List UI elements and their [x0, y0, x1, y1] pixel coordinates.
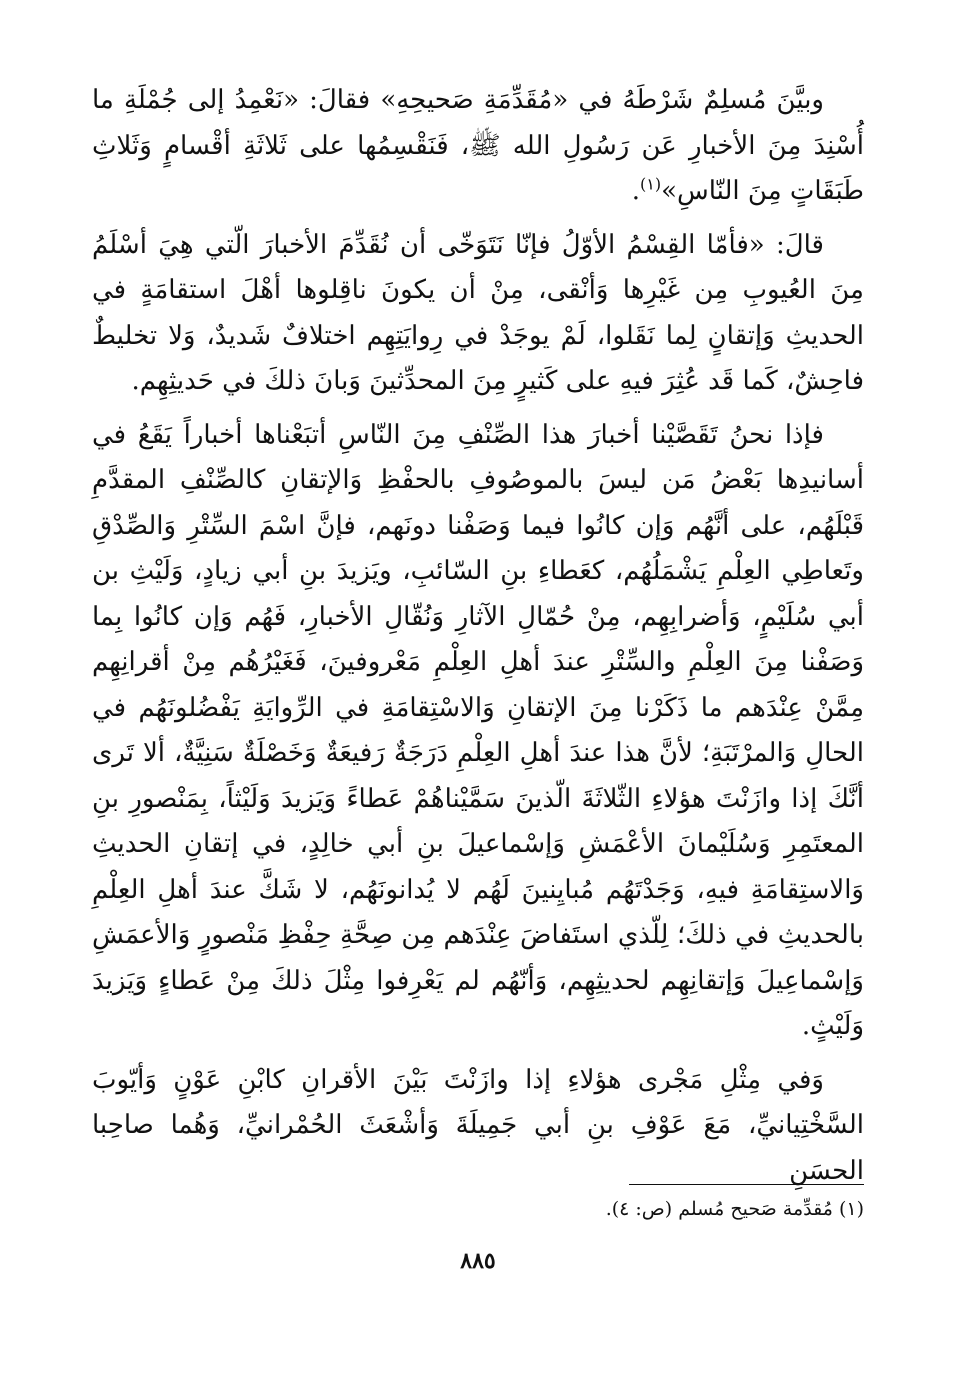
paragraph-3: فإذا نحنُ تَقَصَّيْنا أخبارَ هذا الصِّنْفِ مِنَ النّاسِ أتبَعْناها أخباراً يَقَعُ في أسانيدِها بَعْضُ مَن ليسَ بالموصُوفِ بالحفْظِ وَالإتقانِ كالصِّنْفِ المقدَّمِ قَبْلَهُم، على أنَّهُم وَإن كانُوا فيما وَصَفْنا دونَهم، فإنَّ اسْمَ السِّتْرِ وَالصِّدْقِ وتَعاطِي العِلْمِ يَشْمَلُهُم، كعَطاءِ بنِ السّائبِ، ويَزيدَ بنِ أبي زيادٍ، وَلَيْثِ بن أبي سُلَيْمٍ، وَأضرابِهِم، مِنْ حُمّالِ الآثارِ وَنُقّالِ الأخبارِ، فَهُم وَإن كانُوا بِما وَصَفْنا مِنَ العِلْمِ والسِّتْرِ عندَ أهلِ العِلْمِ مَعْروفينَ، فَغَيْرُهُم مِنْ أقرانِهِم مِمَّنْ عِنْدَهم ما ذَكَرْنا مِنَ الإتقانِ وَالاسْتِقامَةِ في الرِّوايَةِ يَفْضُلونَهُم في الحالِ وَالمرْتَبَةِ؛ لأنَّ هذا عندَ أهلِ العِلْمِ دَرَجَةٌ رَفيعَةٌ وَخَصْلَةٌ سَنِيَّةٌ، ألا تَرى أنَّكَ إذا وازَنْتَ هؤلاءِ الثّلاثَةَ الّذينَ سَمَّيْناهُمْ عَطاءً وَيَزيدَ وَلَيْثاً، بِمَنْصورِ بنِ المعتَمِرِ وَسُلَيْمانَ الأعْمَشِ وَإسْماعيلَ بنِ أبي خالِدٍ، في إتقانِ الحديثِ وَالاستِقامَةِ فيهِ، وَجَدْتَهُم مُبايِنينَ لَهُم لا يُدانونَهُم، لا شَكَّ عندَ أهلِ العِلْمِ بالحديثِ في ذلكَ؛ لِلّذي استَفاضَ عِنْدَهم مِن صِحَّةِ حِفْظِ مَنْصورٍ وَالأعمَشِ وَإسْماعِيلَ وَإتقانِهِم لحديثِهِم، وَأنّهُم لم يَعْرِفوا مِثْلَ ذلكَ مِنْ عَطاءٍ وَيَزيدَ وَلَيْثٍ.	[92, 419, 864, 1041]
paragraph-text: وبيَّنَ مُسلِمٌ شَرْطَهُ في «مُقَدِّمَةِ صَحيحِهِ» فقالَ: «نَعْمِدُ إلى جُمْلَةِ ما أُسْنِدَ مِنَ الأخبارِ عَن رَسُولِ الله ﷺ، فَنَقْسِمُها على ثَلاثَةِ أقْسامٍ وَثَلاثِ طَبَقَاتٍ مِنَ النّاسِ»	[92, 85, 864, 206]
paragraph-2: قالَ: «فأمّا القِسْمُ الأوّلُ فإنّا نَتَوَخّى أن نُقَدِّمَ الأخبارَ الّتي هِيَ أسْلَمُ مِنَ العُيوبِ مِن غَيْرِها وَأنْقى، مِنْ أن يكونَ ناقِلوها أهْلَ استقامَةٍ في الحديثِ وَإتقانٍ لِما نَقَلوا، لَمْ يوجَدْ في رِوايَتِهِم اختلافٌ شَديدٌ، وَلا تخليطٌ فاحِشٌ، كَما قَد عُثِرَ فيهِ على كَثيرٍ مِنَ المحدِّثينَ وَبانَ ذلكَ في حَديثِهِم.	[92, 229, 864, 396]
footnote-number: (١)	[838, 1198, 864, 1220]
paragraph-4: وَفي مِثْلِ مَجْرى هؤلاءِ إذا وازَنْتَ بَيْنَ الأقرانِ كابْنِ عَوْنٍ وَأيّوبَ السَّخْتِيانيِّ، مَعَ عَوْفِ بنِ أبي جَمِيلَةَ وَأشْعَثَ الحُمْرانيِّ، وَهُما صاحِبا الحسَنِ	[92, 1064, 864, 1186]
main-text	[92, 78, 864, 1202]
footnote	[92, 1194, 864, 1224]
footnote-reference: (١)	[640, 174, 662, 194]
paragraph-1	[92, 78, 864, 215]
page-number: ٨٨٥	[460, 1248, 496, 1274]
footnote-text: مُقدِّمة صَحيح مُسلم (ص: ٤).	[605, 1198, 833, 1220]
paragraph-end: .	[631, 176, 640, 206]
footnote-separator	[629, 1184, 864, 1185]
